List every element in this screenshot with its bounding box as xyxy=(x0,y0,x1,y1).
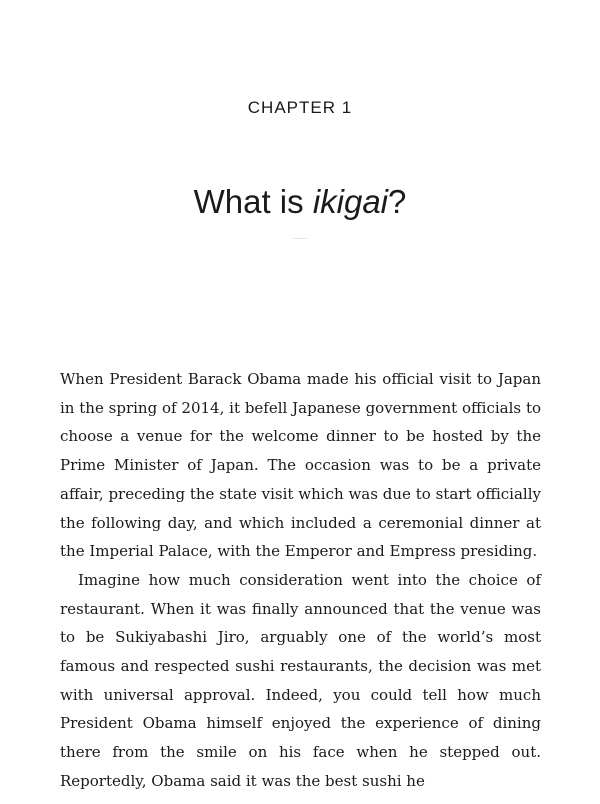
chapter-title-end: ? xyxy=(388,183,407,220)
paragraph: Imagine how much consideration went into the choice of restaurant. When it was finally announced that the venue was to be Sukiyabashi Jiro, arguably one of the world’s most famous and respected sushi restaurants, the decision was met with universal approval. Indeed, you could tell how much President Obama himself enjoyed the experience of dining there from the smile on his face when he stepped out. Reportedly, Obama said it was the best sushi he xyxy=(60,570,541,790)
chapter-title-main: What is xyxy=(193,183,313,220)
paragraph: When President Barack Obama made his official visit to Japan in the spring of 2014, it befell Japanese government officials to choose a venue for the welcome dinner to be hosted by the Prime Minister of Japan. The occasion was to be a private affair, preceding the state visit which was due to start officially the following day, and which included a ceremonial dinner at the Imperial Palace, with the Emperor and Empress presiding. xyxy=(60,370,541,561)
title-divider xyxy=(293,238,307,239)
chapter-title xyxy=(0,183,600,221)
chapter-label: CHAPTER 1 xyxy=(247,98,353,117)
chapter-title-italic: ikigai xyxy=(312,183,389,220)
body-text xyxy=(60,365,541,796)
